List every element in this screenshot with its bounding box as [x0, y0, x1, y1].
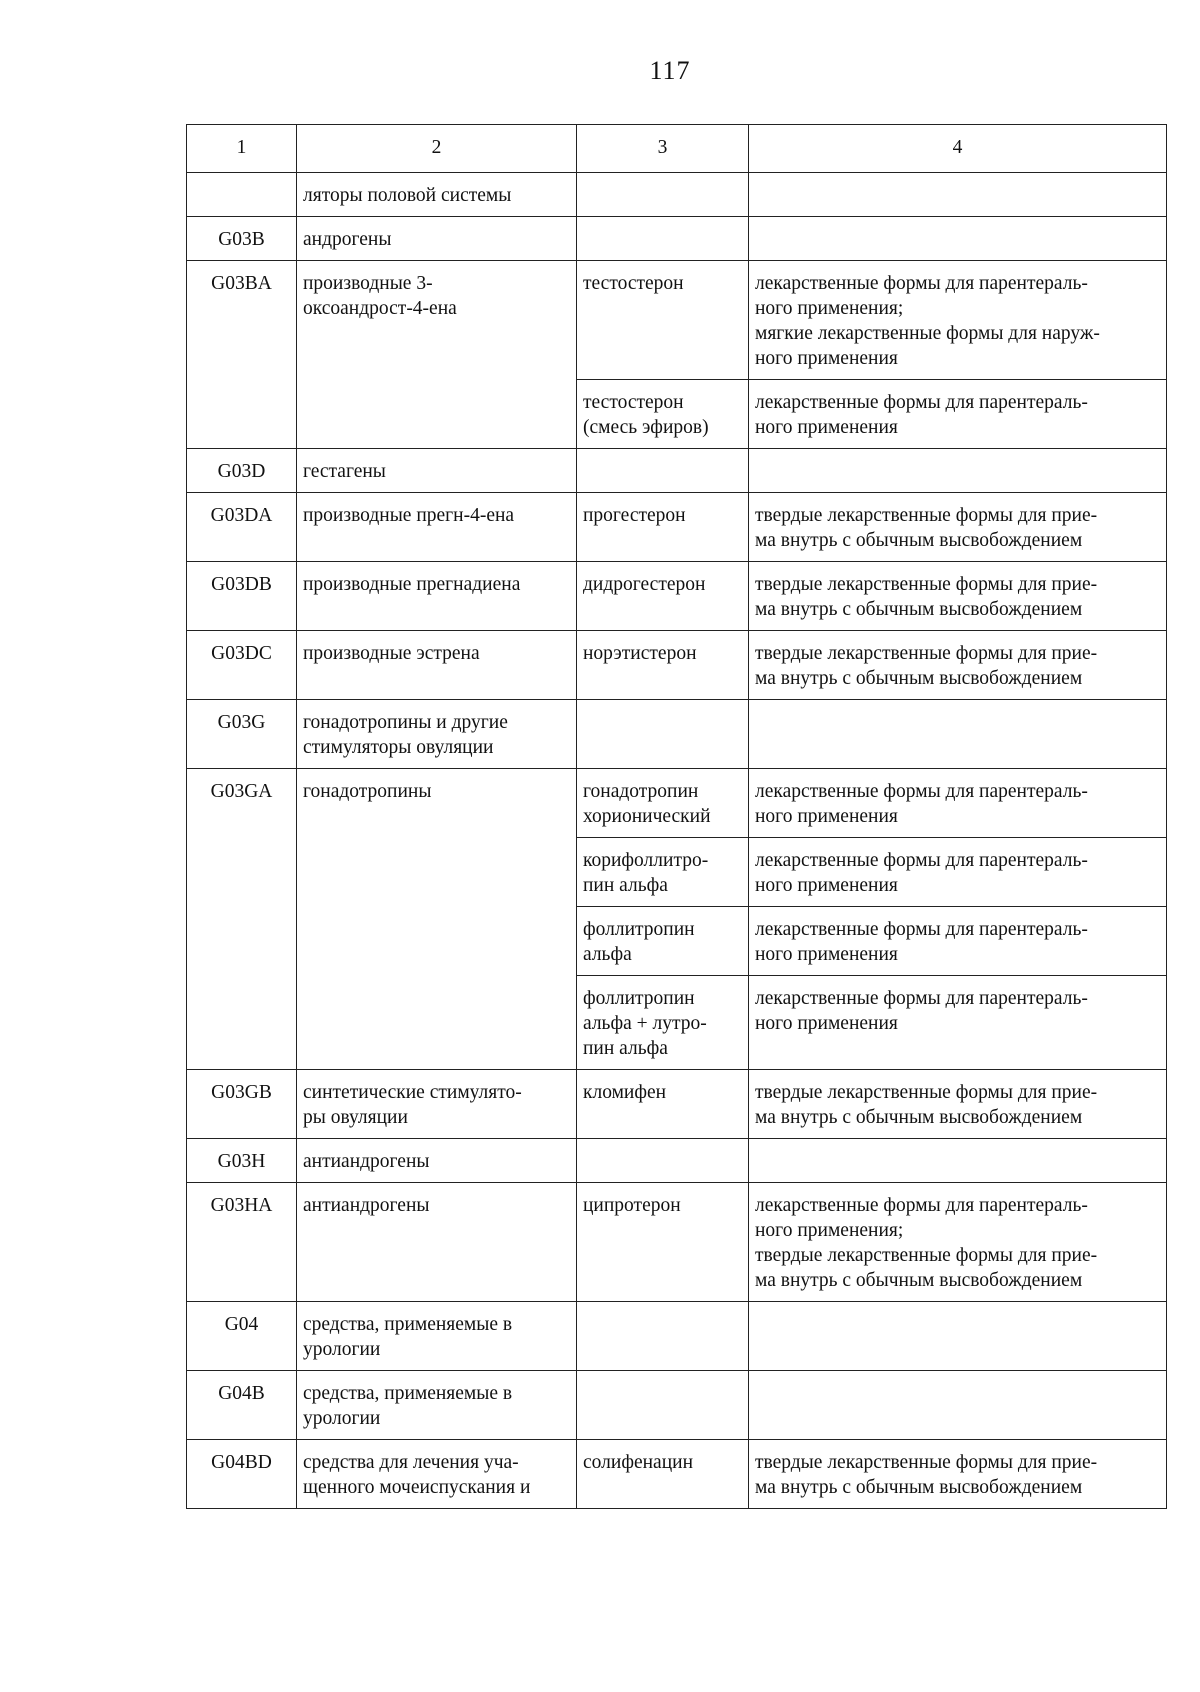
cell-text-line: ного применения [755, 348, 898, 369]
cell-text-line: ляторы половой системы [303, 185, 512, 206]
cell-text-line: лекарственные формы для парентераль- [755, 273, 1088, 294]
substance-cell [577, 493, 749, 562]
cell-text-line: G04 [224, 1314, 259, 1335]
table-row [187, 261, 1167, 380]
cell-text-line: фоллитропин [583, 919, 695, 940]
atc-code-cell [187, 1302, 297, 1371]
dosage-form-cell [749, 1440, 1167, 1509]
group-name-cell [297, 1440, 577, 1509]
dosage-form-cell [749, 1371, 1167, 1440]
cell-text-line: прогестерон [583, 505, 686, 526]
substance-cell [577, 700, 749, 769]
cell-text-line: твердые лекарственные формы для прие- [755, 1082, 1098, 1103]
table-row [187, 769, 1167, 838]
cell-text-line: средства, применяемые в [303, 1314, 513, 1335]
dosage-form-cell [749, 1139, 1167, 1183]
cell-text-line: альфа + лутро- [583, 1013, 707, 1034]
atc-code-cell [187, 631, 297, 700]
group-name-cell [297, 1183, 577, 1302]
cell-text-line: твердые лекарственные формы для прие- [755, 574, 1098, 595]
cell-text-line: ры овуляции [303, 1107, 408, 1128]
cell-text-line: ного применения [755, 944, 898, 965]
cell-text-line: G03DA [210, 505, 273, 526]
dosage-form-cell [749, 173, 1167, 217]
cell-text-line: G03DB [211, 574, 272, 595]
substance-cell [577, 838, 749, 907]
cell-text-line: ного применения; [755, 298, 904, 319]
cell-text-line: урологии [303, 1408, 381, 1429]
substance-cell [577, 380, 749, 449]
cell-text-line: солифенацин [583, 1452, 694, 1473]
cell-text-line: ципротерон [583, 1195, 681, 1216]
table-row [187, 1440, 1167, 1509]
cell-text-line: твердые лекарственные формы для прие- [755, 1245, 1098, 1266]
column-header-3: 3 [577, 125, 749, 173]
atc-code-cell [187, 261, 297, 449]
group-name-cell [297, 1371, 577, 1440]
cell-text-line: производные прегнадиена [303, 574, 521, 595]
table-row [187, 1139, 1167, 1183]
substance-cell [577, 907, 749, 976]
cell-text-line: ного применения [755, 875, 898, 896]
table-row [187, 1371, 1167, 1440]
dosage-form-cell [749, 449, 1167, 493]
column-header-2: 2 [297, 125, 577, 173]
substance-cell [577, 261, 749, 380]
cell-text-line: G03B [218, 229, 265, 250]
substance-cell [577, 562, 749, 631]
table-row [187, 700, 1167, 769]
drug-table [186, 124, 1167, 1509]
cell-text-line: ма внутрь с обычным высвобождением [755, 1270, 1083, 1291]
cell-text-line: лекарственные формы для парентераль- [755, 919, 1088, 940]
cell-text-line: G04B [218, 1383, 265, 1404]
dosage-form-cell [749, 976, 1167, 1070]
dosage-form-cell [749, 217, 1167, 261]
table-row [187, 1302, 1167, 1371]
dosage-form-cell [749, 1070, 1167, 1139]
cell-text-line: урологии [303, 1339, 381, 1360]
cell-text-line: норэтистерон [583, 643, 697, 664]
cell-text-line: лекарственные формы для парентераль- [755, 850, 1088, 871]
cell-text-line: (смесь эфиров) [583, 417, 709, 438]
dosage-form-cell [749, 769, 1167, 838]
cell-text-line: производные 3- [303, 273, 433, 294]
group-name-cell [297, 217, 577, 261]
group-name-cell [297, 1302, 577, 1371]
header-row [187, 125, 1167, 173]
dosage-form-cell [749, 261, 1167, 380]
cell-text-line: андрогены [303, 229, 392, 250]
cell-text-line: тестостерон [583, 392, 684, 413]
cell-text-line: G03D [217, 461, 266, 482]
group-name-cell [297, 562, 577, 631]
dosage-form-cell [749, 838, 1167, 907]
cell-text-line: стимуляторы овуляции [303, 737, 494, 758]
atc-code-cell [187, 493, 297, 562]
group-name-cell [297, 631, 577, 700]
atc-code-cell [187, 449, 297, 493]
group-name-cell [297, 173, 577, 217]
cell-text-line: лекарственные формы для парентераль- [755, 1195, 1088, 1216]
cell-text-line: средства для лечения уча- [303, 1452, 519, 1473]
cell-text-line: ного применения; [755, 1220, 904, 1241]
dosage-form-cell [749, 907, 1167, 976]
cell-text-line: производные эстрена [303, 643, 480, 664]
cell-text-line: G03GA [210, 781, 273, 802]
substance-cell [577, 976, 749, 1070]
group-name-cell [297, 1139, 577, 1183]
atc-code-cell [187, 1371, 297, 1440]
cell-text-line: производные прегн-4-ена [303, 505, 515, 526]
dosage-form-cell [749, 700, 1167, 769]
cell-text-line: твердые лекарственные формы для прие- [755, 505, 1098, 526]
substance-cell [577, 1371, 749, 1440]
substance-cell [577, 1070, 749, 1139]
dosage-form-cell [749, 380, 1167, 449]
table-row [187, 562, 1167, 631]
cell-text-line: пин альфа [583, 1038, 668, 1059]
cell-text-line: лекарственные формы для парентераль- [755, 781, 1088, 802]
cell-text-line: хорионический [583, 806, 711, 827]
atc-code-cell [187, 562, 297, 631]
substance-cell [577, 1302, 749, 1371]
dosage-form-cell [749, 493, 1167, 562]
cell-text-line: корифоллитро- [583, 850, 709, 871]
cell-text-line: кломифен [583, 1082, 667, 1103]
cell-text-line: гонадотропины и другие [303, 712, 508, 733]
atc-code-cell [187, 769, 297, 1070]
atc-code-cell [187, 1183, 297, 1302]
substance-cell [577, 217, 749, 261]
substance-cell [577, 769, 749, 838]
cell-text-line: G03BA [211, 273, 272, 294]
cell-text-line: антиандрогены [303, 1151, 430, 1172]
substance-cell [577, 1183, 749, 1302]
cell-text-line: гестагены [303, 461, 386, 482]
cell-text-line: оксоандрост-4-ена [303, 298, 457, 319]
table-row [187, 173, 1167, 217]
cell-text-line: ма внутрь с обычным высвобождением [755, 530, 1083, 551]
cell-text-line: G03GB [211, 1082, 272, 1103]
atc-code-cell [187, 217, 297, 261]
atc-code-cell [187, 1139, 297, 1183]
atc-code-cell [187, 173, 297, 217]
table-row [187, 1070, 1167, 1139]
cell-text-line: ма внутрь с обычным высвобождением [755, 668, 1083, 689]
column-header-1: 1 [187, 125, 297, 173]
substance-cell [577, 449, 749, 493]
atc-code-cell [187, 1070, 297, 1139]
cell-text-line: пин альфа [583, 875, 668, 896]
cell-text-line: твердые лекарственные формы для прие- [755, 643, 1098, 664]
cell-text-line: лекарственные формы для парентераль- [755, 988, 1088, 1009]
table-header [187, 125, 1167, 173]
cell-text-line: ма внутрь с обычным высвобождением [755, 1477, 1083, 1498]
cell-text-line: ма внутрь с обычным высвобождением [755, 599, 1083, 620]
cell-text-line: лекарственные формы для парентераль- [755, 392, 1088, 413]
cell-text-line: G03H [217, 1151, 266, 1172]
cell-text-line: синтетические стимулято- [303, 1082, 522, 1103]
table-row [187, 1183, 1167, 1302]
dosage-form-cell [749, 1183, 1167, 1302]
group-name-cell [297, 261, 577, 449]
cell-text-line: ного применения [755, 806, 898, 827]
column-header-4: 4 [749, 125, 1167, 173]
cell-text-line: твердые лекарственные формы для прие- [755, 1452, 1098, 1473]
substance-cell [577, 631, 749, 700]
dosage-form-cell [749, 562, 1167, 631]
page-number: 117 [649, 56, 691, 85]
table-body [187, 173, 1167, 1509]
group-name-cell [297, 449, 577, 493]
cell-text-line: G03HA [210, 1195, 273, 1216]
table-row [187, 631, 1167, 700]
substance-cell [577, 1139, 749, 1183]
table-row [187, 217, 1167, 261]
group-name-cell [297, 700, 577, 769]
group-name-cell [297, 1070, 577, 1139]
table-row [187, 493, 1167, 562]
cell-text-line: ного применения [755, 1013, 898, 1034]
group-name-cell [297, 493, 577, 562]
cell-text-line: средства, применяемые в [303, 1383, 513, 1404]
cell-text-line: фоллитропин [583, 988, 695, 1009]
cell-text-line: G03DC [211, 643, 272, 664]
cell-text-line: гонадотропины [303, 781, 432, 802]
cell-text-line: антиандрогены [303, 1195, 430, 1216]
atc-code-cell [187, 700, 297, 769]
atc-code-cell [187, 1440, 297, 1509]
cell-text-line: мягкие лекарственные формы для наруж- [755, 323, 1100, 344]
dosage-form-cell [749, 631, 1167, 700]
cell-text-line: ма внутрь с обычным высвобождением [755, 1107, 1083, 1128]
substance-cell [577, 173, 749, 217]
cell-text-line: тестостерон [583, 273, 684, 294]
cell-text-line: гонадотропин [583, 781, 699, 802]
dosage-form-cell [749, 1302, 1167, 1371]
cell-text-line: щенного мочеиспускания и [303, 1477, 531, 1498]
cell-text-line: альфа [583, 944, 632, 965]
cell-text-line: дидрогестерон [583, 574, 706, 595]
cell-text-line: G03G [217, 712, 266, 733]
substance-cell [577, 1440, 749, 1509]
cell-text-line: ного применения [755, 417, 898, 438]
group-name-cell [297, 769, 577, 1070]
cell-text-line: G04BD [211, 1452, 272, 1473]
table-row [187, 449, 1167, 493]
